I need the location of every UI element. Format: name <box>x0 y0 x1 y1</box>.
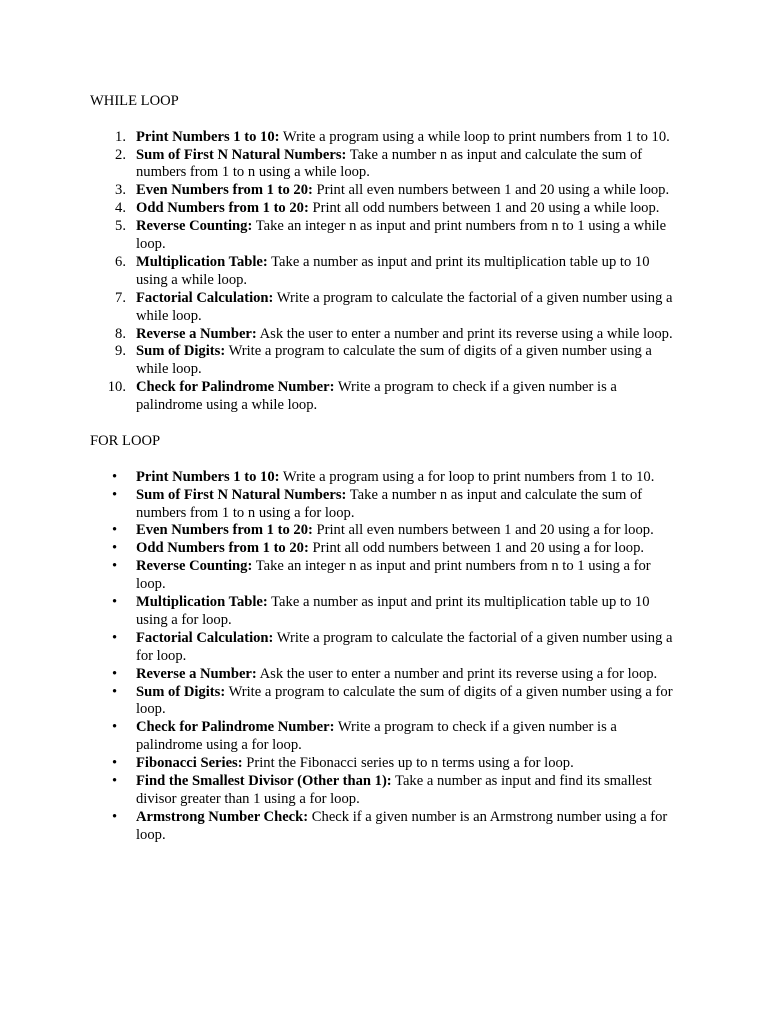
item-number: 9. <box>115 343 126 360</box>
item-text: Take a number as input and print its multiplication table up to 10 using a while loop. <box>136 253 650 288</box>
item-text: Take an integer n as input and print numbers from n to 1 using a while loop. <box>136 218 667 253</box>
bullet-icon: • <box>112 468 118 485</box>
while-loop-list <box>90 129 678 416</box>
list-item <box>90 666 678 684</box>
item-term: Even Numbers from 1 to 20: <box>136 522 313 539</box>
item-term: Multiplication Table: <box>136 253 268 270</box>
item-term: Odd Numbers from 1 to 20: <box>136 540 309 557</box>
item-term: Check for Palindrome Number: <box>136 719 335 736</box>
for-loop-section <box>90 433 678 845</box>
item-number: 4. <box>115 200 126 217</box>
item-term: Sum of Digits: <box>136 683 226 700</box>
item-term: Sum of First N Natural Numbers: <box>136 146 347 163</box>
bullet-icon: • <box>112 719 118 736</box>
item-term: Sum of Digits: <box>136 343 226 360</box>
list-item <box>90 522 678 540</box>
bullet-icon: • <box>112 665 118 682</box>
list-item <box>90 254 678 290</box>
while-loop-section <box>90 93 678 415</box>
list-item <box>90 379 678 415</box>
item-text: Take a number n as input and calculate the sum of numbers from 1 to n using a while loop. <box>136 146 643 181</box>
list-item <box>90 540 678 558</box>
item-term: Reverse a Number: <box>136 665 257 682</box>
list-item <box>90 343 678 379</box>
list-item <box>90 290 678 326</box>
list-item <box>90 809 678 845</box>
bullet-icon: • <box>112 808 118 825</box>
item-text: Print the Fibonacci series up to n terms using a for loop. <box>242 755 574 772</box>
item-text: Write a program using a for loop to print numbers from 1 to 10. <box>279 468 655 485</box>
item-text: Print all odd numbers between 1 and 20 using a while loop. <box>308 200 660 217</box>
item-term: Print Numbers 1 to 10: <box>136 468 280 485</box>
item-text: Ask the user to enter a number and print its reverse using a while loop. <box>256 325 673 342</box>
item-text: Print all even numbers between 1 and 20 using a for loop. <box>312 522 654 539</box>
list-item <box>90 594 678 630</box>
item-text: Write a program to check if a given number is a palindrome using a while loop. <box>136 379 617 414</box>
item-text: Print all odd numbers between 1 and 20 using a for loop. <box>308 540 645 557</box>
item-text: Print all even numbers between 1 and 20 using a while loop. <box>312 182 670 199</box>
item-term: Multiplication Table: <box>136 594 268 611</box>
item-term: Print Numbers 1 to 10: <box>136 128 280 145</box>
bullet-icon: • <box>112 773 118 790</box>
while-loop-heading: WHILE LOOP <box>90 93 179 109</box>
item-number: 3. <box>115 182 126 199</box>
for-loop-list <box>90 469 678 845</box>
item-term: Fibonacci Series: <box>136 755 243 772</box>
item-term: Factorial Calculation: <box>136 289 274 306</box>
list-item <box>90 200 678 218</box>
item-term: Find the Smallest Divisor (Other than 1): <box>136 773 392 790</box>
list-item <box>90 147 678 183</box>
item-text: Ask the user to enter a number and print its reverse using a for loop. <box>256 665 658 682</box>
item-number: 5. <box>115 218 126 235</box>
list-item <box>90 487 678 523</box>
item-text: Take a number n as input and calculate the sum of numbers from 1 to n using a for loop. <box>136 486 643 521</box>
item-number: 10. <box>107 379 126 396</box>
for-loop-heading: FOR LOOP <box>90 433 161 450</box>
list-item <box>90 719 678 755</box>
bullet-icon: • <box>112 522 118 539</box>
bullet-icon: • <box>112 683 118 700</box>
item-term: Reverse Counting: <box>136 218 253 235</box>
item-text: Take a number as input and print its multiplication table up to 10 using a for loop. <box>136 594 650 628</box>
item-text: Write a program to calculate the sum of digits of a given number using a while loop. <box>136 343 652 378</box>
list-item <box>90 218 678 254</box>
item-term: Odd Numbers from 1 to 20: <box>136 200 309 217</box>
item-number: 1. <box>115 128 126 145</box>
list-item <box>90 129 678 147</box>
item-term: Check for Palindrome Number: <box>136 379 335 396</box>
bullet-icon: • <box>112 540 118 557</box>
list-item <box>90 773 678 809</box>
item-text: Take an integer n as input and print numbers from n to 1 using a for loop. <box>136 558 651 593</box>
bullet-icon: • <box>112 755 118 772</box>
item-number: 7. <box>115 289 126 306</box>
item-text: Write a program to check if a given number is a palindrome using a for loop. <box>136 719 617 754</box>
item-number: 2. <box>115 146 126 163</box>
item-term: Armstrong Number Check: <box>136 808 309 825</box>
item-term: Factorial Calculation: <box>136 629 274 646</box>
item-term: Reverse a Number: <box>136 325 257 342</box>
list-item <box>90 558 678 594</box>
item-text: Write a program to calculate the factorial of a given number using a while loop. <box>136 289 673 324</box>
list-item <box>90 755 678 773</box>
list-item <box>90 684 678 720</box>
item-text: Write a program to calculate the sum of digits of a given number using a for loop. <box>136 683 673 718</box>
item-text: Check if a given number is an Armstrong number using a for loop. <box>136 808 668 843</box>
list-item <box>90 182 678 200</box>
list-item <box>90 630 678 666</box>
item-text: Write a program to calculate the factorial of a given number using a for loop. <box>136 629 673 664</box>
item-text: Take a number as input and find its smallest divisor greater than 1 using a for loop. <box>136 773 652 807</box>
list-item <box>90 326 678 344</box>
bullet-icon: • <box>112 486 118 503</box>
item-text: Write a program using a while loop to print numbers from 1 to 10. <box>279 128 670 145</box>
item-term: Sum of First N Natural Numbers: <box>136 486 347 503</box>
list-item <box>90 469 678 487</box>
bullet-icon: • <box>112 594 118 611</box>
bullet-icon: • <box>112 558 118 575</box>
item-number: 6. <box>115 253 126 270</box>
item-term: Reverse Counting: <box>136 558 253 575</box>
bullet-icon: • <box>112 629 118 646</box>
item-number: 8. <box>115 325 126 342</box>
item-term: Even Numbers from 1 to 20: <box>136 182 313 199</box>
